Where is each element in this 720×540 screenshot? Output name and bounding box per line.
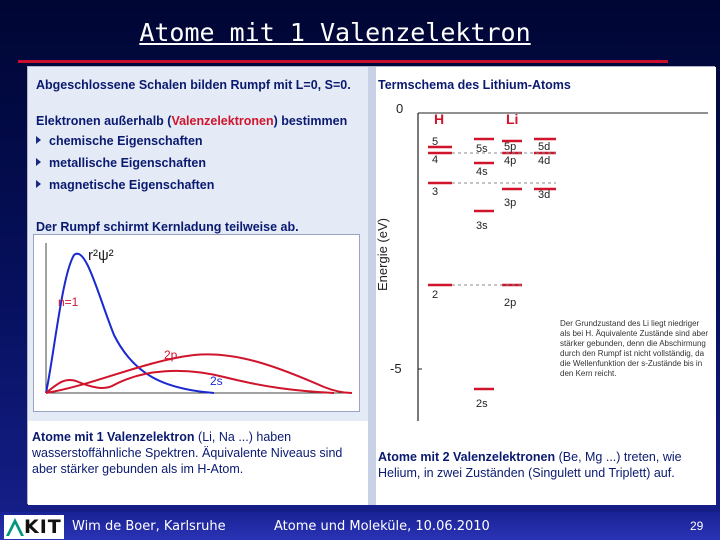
slide-title: Atome mit 1 Valenzelektron: [139, 18, 531, 47]
one-valence-summary: [32, 429, 362, 477]
kit-logo-text: KIT: [24, 516, 62, 538]
bullet-triangle-icon: [36, 180, 41, 188]
ground-state-note: Der Grundzustand des Li liegt niedriger als bei H. Äquivalente Zustände sind aber stärker gebunden, denn die Abschirmung durch den Rumpf ist nicht vollständig, da die Wellenfunktion der s-Zustände bis in den Kern reicht.: [560, 319, 709, 378]
li-level-4d: 4d: [538, 155, 551, 167]
bullet-chemical: [36, 134, 203, 148]
bullet-triangle-icon: [36, 158, 41, 166]
label-2p: 2p: [164, 348, 178, 362]
bullet-label: magnetische Eigenschaften: [49, 178, 215, 192]
footer-author: Wim de Boer, Karlsruhe: [72, 519, 226, 534]
li-level-4p: 4p: [504, 155, 517, 167]
bottom-right-text: [376, 435, 716, 505]
bullet-magnetic: [36, 178, 214, 192]
valence-intro-text: [36, 113, 347, 129]
term-diagram-box: [376, 67, 716, 435]
radial-distribution-plot: [33, 234, 360, 412]
valence-intro-c: ) bestimmen: [273, 114, 348, 128]
bullet-triangle-icon: [36, 136, 41, 144]
h-level-5: 5: [432, 136, 439, 148]
one-valence-bold: Atome mit 1 Valenzelektron: [32, 430, 195, 444]
left-column: [28, 67, 368, 421]
li-level-5p: 5p: [504, 141, 517, 153]
kit-logo: [4, 515, 64, 539]
radial-plot-svg: [34, 235, 359, 411]
h-level-4: 4: [432, 154, 439, 166]
one-valence-rest: (Li, Na ...) haben wasserstoffähnliche Spektren. Äquivalente Niveaus sind aber stärker gebunden als im H-Atom.: [32, 430, 343, 476]
li-level-2p: 2p: [504, 297, 517, 309]
valence-intro-a: Elektronen außerhalb (: [36, 114, 172, 128]
two-valence-rest: (Be, Mg ...) treten, wie Helium, in zwei Zuständen (Singulett und Triplett) auf.: [378, 450, 682, 480]
two-valence-summary: [378, 449, 712, 481]
li-level-3d: 3d: [538, 189, 551, 201]
two-valence-bold: Atome mit 2 Valenzelektronen: [378, 450, 556, 464]
h-level-3: 3: [432, 186, 439, 198]
footer-course: Atome und Moleküle, 10.06.2010: [274, 519, 490, 534]
bullet-label: metallische Eigenschaften: [49, 156, 207, 170]
li-level-2s: 2s: [476, 398, 488, 410]
term-diagram-title: Termschema des Lithium-Atoms: [378, 78, 571, 92]
content-panel: [27, 66, 715, 504]
valence-term: Valenzelektronen: [171, 114, 274, 128]
screening-text: Der Rumpf schirmt Kernladung teilweise ab.: [36, 220, 299, 234]
closed-shells-text: Abgeschlossene Schalen bilden Rumpf mit L=0, S=0.: [36, 78, 351, 92]
label-2s: 2s: [210, 374, 223, 388]
column-li-label: Li: [506, 111, 519, 127]
term-diagram-svg: [376, 67, 716, 435]
label-n1: n=1: [58, 295, 79, 309]
li-level-5d: 5d: [538, 141, 551, 153]
title-underline-rule: [18, 60, 668, 63]
energy-minus5-label: -5: [390, 361, 402, 376]
li-level-3s: 3s: [476, 220, 488, 232]
bottom-left-text: [28, 421, 368, 505]
h-levels: [428, 147, 452, 285]
column-h-label: H: [434, 111, 445, 127]
li-level-4s: 4s: [476, 166, 488, 178]
h-level-2: 2: [432, 289, 439, 301]
li-level-3p: 3p: [504, 197, 517, 209]
plot-ylabel: r²ψ²: [88, 247, 114, 264]
energy-zero-label: 0: [396, 101, 404, 116]
bullet-label: chemische Eigenschaften: [49, 134, 203, 148]
dashed-guides: [452, 153, 556, 285]
energy-axis-label: Energie (eV): [374, 218, 390, 291]
li-level-5s: 5s: [476, 143, 488, 155]
kit-logo-mark-icon: [6, 516, 24, 538]
page-number: 29: [690, 519, 704, 533]
bullet-metallic: [36, 156, 206, 170]
